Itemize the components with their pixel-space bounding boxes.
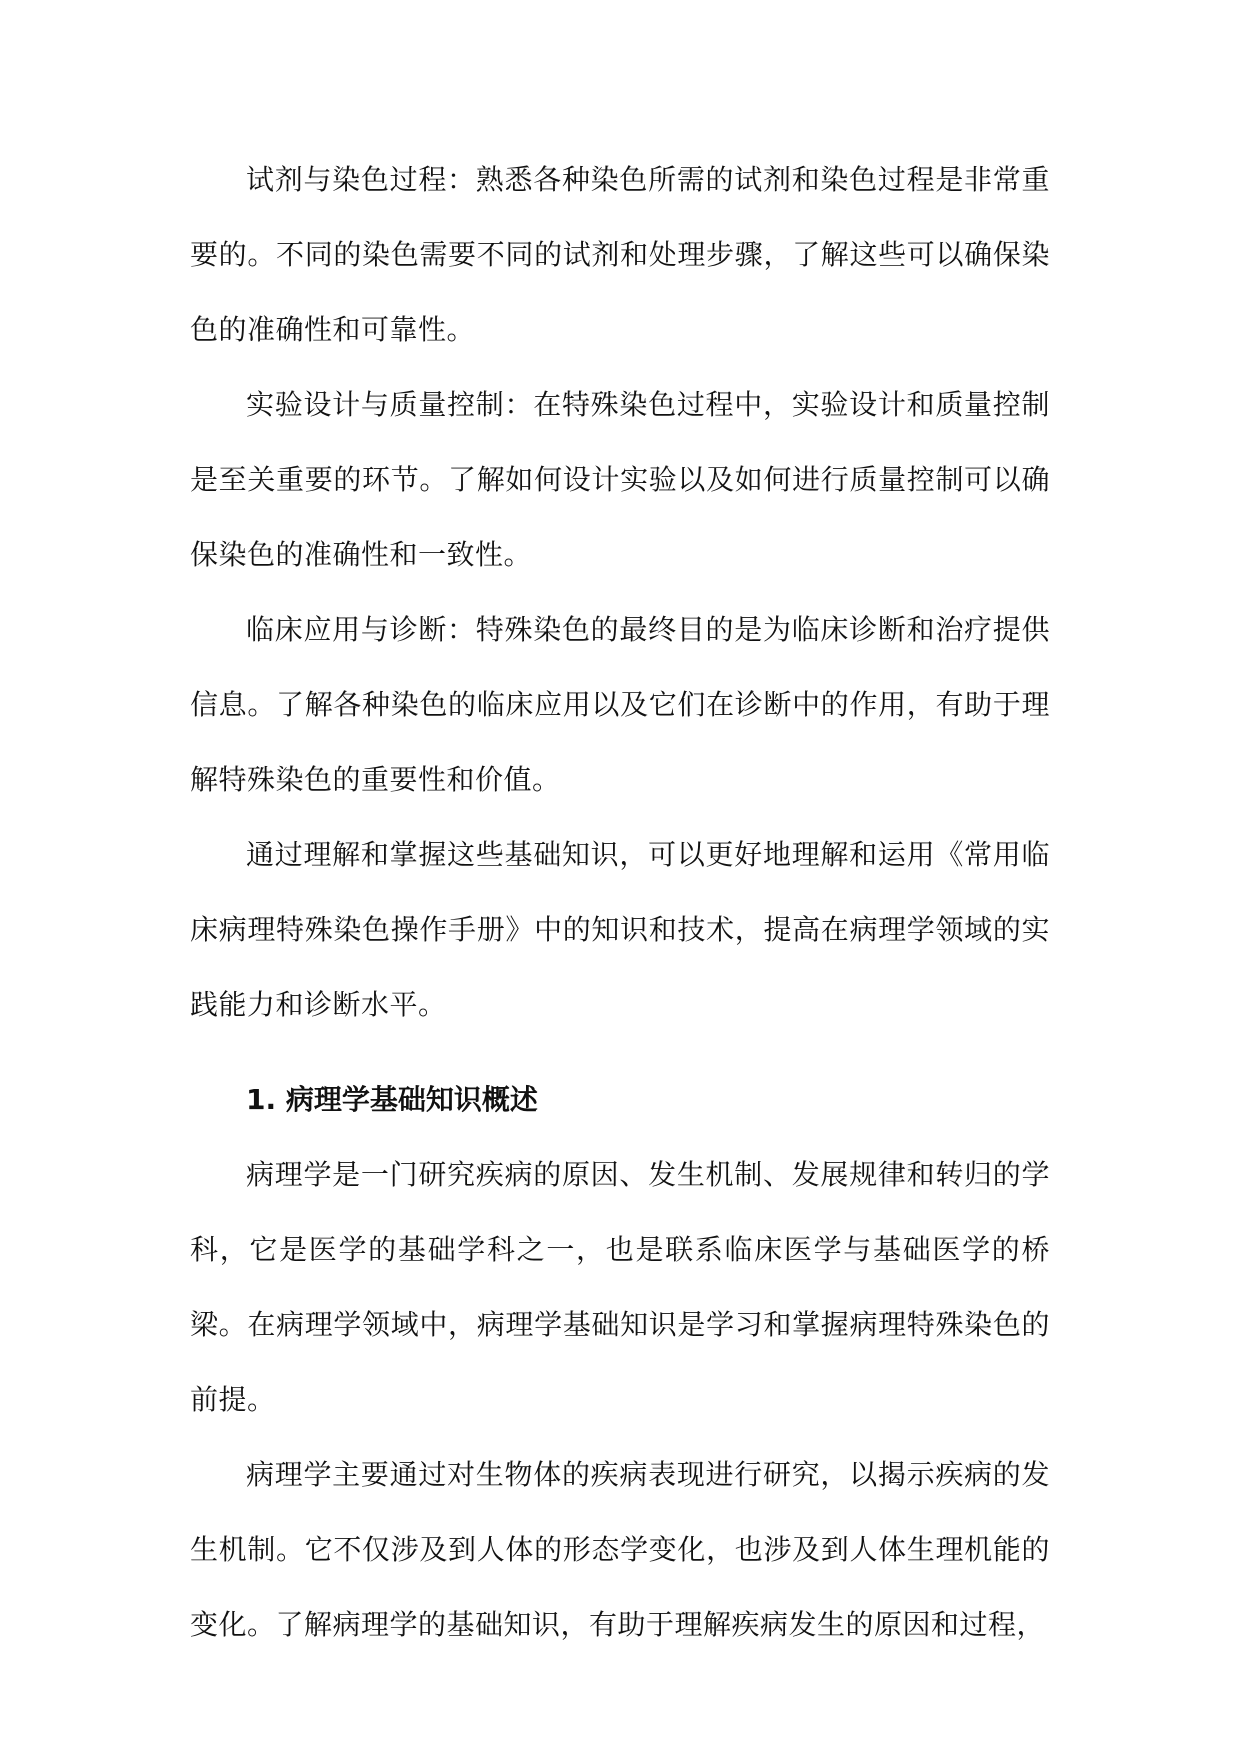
- paragraph-experiment-design: 实验设计与质量控制：在特殊染色过程中，实验设计和质量控制是至关重要的环节。了解如何设计实验以及如何进行质量控制可以确保染色的准确性和一致性。: [190, 388, 1050, 571]
- paragraph-clinical-application: 临床应用与诊断：特殊染色的最终目的是为临床诊断和治疗提供信息。了解各种染色的临床应用以及它们在诊断中的作用，有助于理解特殊染色的重要性和价值。: [190, 613, 1050, 796]
- paragraph-reagents-staining: 试剂与染色过程：熟悉各种染色所需的试剂和染色过程是非常重要的。不同的染色需要不同的试剂和处理步骤，了解这些可以确保染色的准确性和可靠性。: [190, 163, 1050, 346]
- section-heading: 1. 病理学基础知识概述: [246, 1083, 538, 1116]
- document-body: [190, 142, 1050, 1662]
- paragraph-pathology-intro: 病理学是一门研究疾病的原因、发生机制、发展规律和转归的学科，它是医学的基础学科之一，也是联系临床医学与基础医学的桥梁。在病理学领域中，病理学基础知识是学习和掌握病理特殊染色的前提。: [190, 1158, 1050, 1416]
- paragraph-pathology-research: 病理学主要通过对生物体的疾病表现进行研究，以揭示疾病的发生机制。它不仅涉及到人体的形态学变化，也涉及到人体生理机能的变化。了解病理学的基础知识，有助于理解疾病发生的原因和过程，: [190, 1458, 1050, 1641]
- paragraph-summary: 通过理解和掌握这些基础知识，可以更好地理解和运用《常用临床病理特殊染色操作手册》中的知识和技术，提高在病理学领域的实践能力和诊断水平。: [190, 838, 1050, 1021]
